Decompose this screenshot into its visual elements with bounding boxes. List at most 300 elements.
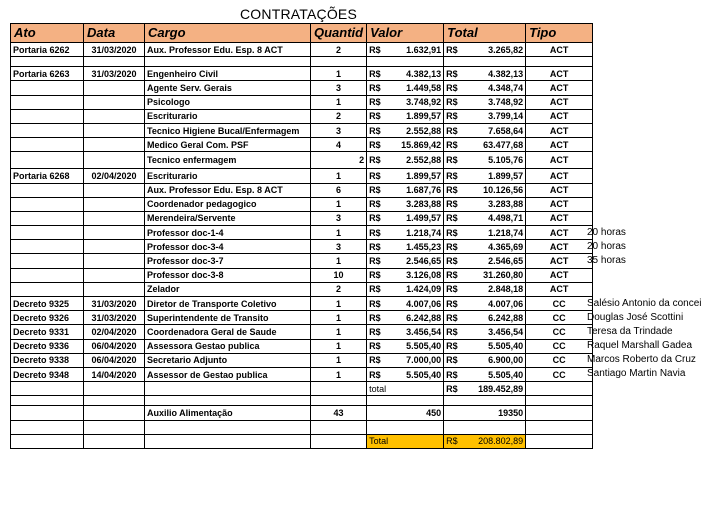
ato-cell: Decreto 9338	[11, 353, 84, 367]
data-cell	[84, 211, 145, 225]
data-cell	[84, 109, 145, 123]
table-row	[11, 240, 593, 254]
currency-symbol: R$	[369, 68, 381, 79]
valor-cell	[367, 297, 444, 311]
auxilio-total: 19350	[444, 406, 526, 420]
row-note: Marcos Roberto da Cruz	[587, 354, 696, 366]
quantidade-cell: 3	[311, 211, 367, 225]
data-cell: 06/04/2020	[84, 353, 145, 367]
amount: 7.000,00	[406, 355, 442, 366]
amount: 3.748,92	[488, 97, 524, 108]
ato-cell	[11, 254, 84, 268]
valor-cell	[367, 152, 444, 169]
total-cell	[444, 339, 526, 353]
tipo-cell: ACT	[526, 226, 593, 240]
table-row	[11, 367, 593, 381]
data-cell: 02/04/2020	[84, 325, 145, 339]
row-note: Raquel Marshall Gadea	[587, 340, 693, 352]
tipo-cell: CC	[526, 297, 593, 311]
table-row	[11, 123, 593, 137]
currency-symbol: R$	[369, 111, 381, 122]
data-cell	[84, 240, 145, 254]
cargo-cell: Diretor de Transporte Coletivo	[145, 297, 311, 311]
cargo-cell: Aux. Professor Edu. Esp. 8 ACT	[145, 183, 311, 197]
total-cell	[444, 109, 526, 123]
amount: 7.658,64	[488, 125, 524, 136]
currency-symbol: R$	[446, 270, 458, 281]
empty-cell	[84, 57, 145, 67]
total-cell	[444, 152, 526, 169]
quantidade-cell: 1	[311, 226, 367, 240]
ato-cell: Decreto 9336	[11, 339, 84, 353]
ato-cell	[11, 282, 84, 296]
data-cell	[84, 95, 145, 109]
empty-cell	[444, 420, 526, 434]
ato-cell	[11, 123, 84, 137]
currency-symbol: R$	[369, 139, 381, 150]
amount: 1.687,76	[406, 185, 442, 196]
data-cell	[84, 123, 145, 137]
table-row	[11, 339, 593, 353]
amount: 2.552,88	[406, 125, 442, 136]
empty-cell	[311, 382, 367, 396]
amount: 5.505,40	[406, 341, 442, 352]
amount: 2.552,88	[406, 155, 442, 166]
cargo-cell: Professor doc-3-7	[145, 254, 311, 268]
table-row	[11, 67, 593, 81]
quantidade-cell: 2	[311, 109, 367, 123]
table-row	[11, 211, 593, 225]
total-cell	[444, 43, 526, 57]
data-cell	[84, 152, 145, 169]
total-cell	[444, 226, 526, 240]
table-row	[11, 138, 593, 152]
cargo-cell: Medico Geral Com. PSF	[145, 138, 311, 152]
empty-cell	[367, 57, 444, 67]
data-cell: 02/04/2020	[84, 169, 145, 183]
cargo-cell: Aux. Professor Edu. Esp. 8 ACT	[145, 43, 311, 57]
data-cell	[84, 282, 145, 296]
grand-total-row	[11, 434, 593, 448]
amount: 2.546,65	[488, 256, 524, 267]
empty-cell	[11, 57, 84, 67]
ato-cell: Decreto 9348	[11, 367, 84, 381]
empty-cell	[526, 396, 593, 406]
amount: 10.126,56	[483, 185, 524, 196]
amount: 4.498,71	[488, 213, 524, 224]
currency-symbol: R$	[446, 298, 458, 309]
quantidade-cell: 1	[311, 367, 367, 381]
quantidade-cell: 1	[311, 197, 367, 211]
cargo-cell: Escriturario	[145, 109, 311, 123]
currency-symbol: R$	[446, 125, 458, 136]
tipo-cell: CC	[526, 325, 593, 339]
cargo-cell: Escriturario	[145, 169, 311, 183]
table-row	[11, 226, 593, 240]
amount: 6.242,88	[406, 312, 442, 323]
amount: 4.382,13	[406, 68, 442, 79]
currency-symbol: R$	[369, 270, 381, 281]
currency-symbol: R$	[446, 341, 458, 352]
grand-total-label: Total	[367, 434, 444, 448]
contratacoes-table	[10, 23, 593, 449]
table-row	[11, 183, 593, 197]
currency-symbol: R$	[446, 82, 458, 93]
amount: 15.869,42	[401, 139, 442, 150]
valor-cell	[367, 123, 444, 137]
quantidade-cell: 1	[311, 339, 367, 353]
amount: 189.452,89	[478, 383, 524, 394]
tipo-cell: ACT	[526, 81, 593, 95]
tipo-cell: CC	[526, 339, 593, 353]
ato-cell	[11, 211, 84, 225]
table-row	[11, 81, 593, 95]
tipo-cell: ACT	[526, 211, 593, 225]
amount: 2.848,18	[488, 284, 524, 295]
table-row	[11, 109, 593, 123]
amount: 5.105,76	[488, 155, 524, 166]
empty-cell	[311, 396, 367, 406]
valor-cell	[367, 67, 444, 81]
table-row	[11, 43, 593, 57]
blank-row	[11, 420, 593, 434]
subtotal-label: total	[367, 382, 444, 396]
currency-symbol: R$	[369, 97, 381, 108]
auxilio-row	[11, 406, 593, 420]
currency-symbol: R$	[446, 97, 458, 108]
valor-cell	[367, 197, 444, 211]
data-cell: 31/03/2020	[84, 43, 145, 57]
data-cell	[84, 268, 145, 282]
currency-symbol: R$	[369, 326, 381, 337]
total-cell	[444, 95, 526, 109]
total-cell	[444, 240, 526, 254]
empty-cell	[526, 57, 593, 67]
empty-cell	[311, 57, 367, 67]
currency-symbol: R$	[446, 436, 458, 447]
valor-cell	[367, 311, 444, 325]
currency-symbol: R$	[446, 284, 458, 295]
table-row	[11, 268, 593, 282]
quantidade-cell: 1	[311, 254, 367, 268]
auxilio-label: Auxilio Alimentação	[145, 406, 311, 420]
currency-symbol: R$	[446, 256, 458, 267]
cargo-cell: Secretario Adjunto	[145, 353, 311, 367]
amount: 4.365,69	[488, 241, 524, 252]
cargo-cell: Zelador	[145, 282, 311, 296]
currency-symbol: R$	[446, 68, 458, 79]
amount: 3.456,54	[488, 326, 524, 337]
ato-cell	[11, 138, 84, 152]
amount: 5.505,40	[406, 369, 442, 380]
amount: 63.477,68	[483, 139, 524, 150]
table-row	[11, 152, 593, 169]
quantidade-cell: 2	[311, 282, 367, 296]
tipo-cell: ACT	[526, 152, 593, 169]
table-row	[11, 282, 593, 296]
empty-cell	[145, 420, 311, 434]
empty-cell	[11, 434, 84, 448]
total-cell	[444, 169, 526, 183]
currency-symbol: R$	[369, 256, 381, 267]
empty-cell	[11, 406, 84, 420]
valor-cell	[367, 282, 444, 296]
amount: 1.218,74	[488, 227, 524, 238]
empty-cell	[84, 420, 145, 434]
total-cell	[444, 67, 526, 81]
tipo-cell: ACT	[526, 254, 593, 268]
quantidade-cell: 3	[311, 123, 367, 137]
empty-cell	[526, 420, 593, 434]
table-row	[11, 311, 593, 325]
empty-cell	[145, 57, 311, 67]
data-cell	[84, 81, 145, 95]
valor-cell	[367, 211, 444, 225]
header-row	[11, 24, 593, 43]
amount: 4.348,74	[488, 82, 524, 93]
total-cell	[444, 123, 526, 137]
quantidade-cell: 1	[311, 169, 367, 183]
valor-cell	[367, 43, 444, 57]
cargo-cell: Psicologo	[145, 95, 311, 109]
tipo-cell: ACT	[526, 169, 593, 183]
currency-symbol: R$	[446, 155, 458, 166]
amount: 3.265,82	[488, 44, 524, 55]
header-tipo: Tipo	[526, 24, 593, 43]
table-row	[11, 254, 593, 268]
empty-cell	[311, 420, 367, 434]
tipo-cell: ACT	[526, 197, 593, 211]
header-ato: Ato	[11, 24, 84, 43]
valor-cell	[367, 226, 444, 240]
currency-symbol: R$	[369, 170, 381, 181]
empty-cell	[11, 396, 84, 406]
data-cell: 31/03/2020	[84, 67, 145, 81]
valor-cell	[367, 268, 444, 282]
amount: 1.455,23	[406, 241, 442, 252]
ato-cell: Portaria 6262	[11, 43, 84, 57]
header-valor: Valor	[367, 24, 444, 43]
currency-symbol: R$	[446, 170, 458, 181]
amount: 1.899,57	[406, 111, 442, 122]
amount: 1.499,57	[406, 213, 442, 224]
amount: 3.283,88	[406, 199, 442, 210]
empty-cell	[84, 396, 145, 406]
valor-cell	[367, 109, 444, 123]
total-cell	[444, 268, 526, 282]
empty-cell	[526, 434, 593, 448]
table-row	[11, 353, 593, 367]
currency-symbol: R$	[369, 312, 381, 323]
quantidade-cell: 4	[311, 138, 367, 152]
currency-symbol: R$	[446, 383, 458, 394]
empty-cell	[526, 406, 593, 420]
currency-symbol: R$	[369, 355, 381, 366]
quantidade-cell: 6	[311, 183, 367, 197]
empty-cell	[11, 420, 84, 434]
currency-symbol: R$	[446, 227, 458, 238]
blank-row	[11, 57, 593, 67]
amount: 208.802,89	[478, 436, 524, 447]
tipo-cell: ACT	[526, 67, 593, 81]
tipo-cell: ACT	[526, 123, 593, 137]
quantidade-cell: 1	[311, 325, 367, 339]
empty-cell	[84, 382, 145, 396]
total-cell	[444, 353, 526, 367]
ato-cell	[11, 240, 84, 254]
currency-symbol: R$	[369, 341, 381, 352]
cargo-cell: Merendeira/Servente	[145, 211, 311, 225]
data-cell	[84, 183, 145, 197]
empty-cell	[526, 382, 593, 396]
quantidade-cell: 1	[311, 297, 367, 311]
currency-symbol: R$	[369, 82, 381, 93]
tipo-cell: ACT	[526, 240, 593, 254]
header-total: Total	[444, 24, 526, 43]
currency-symbol: R$	[369, 44, 381, 55]
cargo-cell: Coordenador pedagogico	[145, 197, 311, 211]
cargo-cell: Superintendente de Transito	[145, 311, 311, 325]
empty-cell	[145, 396, 311, 406]
data-cell	[84, 197, 145, 211]
quantidade-cell: 2	[311, 152, 367, 169]
data-cell: 14/04/2020	[84, 367, 145, 381]
amount: 1.424,09	[406, 284, 442, 295]
total-cell	[444, 197, 526, 211]
amount: 3.283,88	[488, 199, 524, 210]
header-data: Data	[84, 24, 145, 43]
auxilio-qtd: 43	[311, 406, 367, 420]
quantidade-cell: 1	[311, 95, 367, 109]
ato-cell	[11, 95, 84, 109]
amount: 6.900,00	[488, 355, 524, 366]
amount: 5.505,40	[488, 341, 524, 352]
currency-symbol: R$	[369, 213, 381, 224]
tipo-cell: ACT	[526, 43, 593, 57]
quantidade-cell: 1	[311, 67, 367, 81]
tipo-cell: ACT	[526, 95, 593, 109]
amount: 3.456,54	[406, 326, 442, 337]
cargo-cell: Professor doc-3-8	[145, 268, 311, 282]
valor-cell	[367, 325, 444, 339]
amount: 1.218,74	[406, 227, 442, 238]
empty-cell	[367, 396, 444, 406]
empty-cell	[84, 434, 145, 448]
empty-cell	[311, 434, 367, 448]
currency-symbol: R$	[446, 213, 458, 224]
amount: 3.126,08	[406, 270, 442, 281]
currency-symbol: R$	[369, 155, 381, 166]
row-note: 20 horas	[587, 226, 626, 238]
cargo-cell: Engenheiro Civil	[145, 67, 311, 81]
amount: 2.546,65	[406, 256, 442, 267]
valor-cell	[367, 169, 444, 183]
valor-cell	[367, 95, 444, 109]
data-cell	[84, 138, 145, 152]
empty-cell	[444, 57, 526, 67]
cargo-cell: Agente Serv. Gerais	[145, 81, 311, 95]
currency-symbol: R$	[369, 125, 381, 136]
cargo-cell: Assessora Gestao publica	[145, 339, 311, 353]
empty-cell	[84, 406, 145, 420]
ato-cell: Decreto 9325	[11, 297, 84, 311]
amount: 3.748,92	[406, 97, 442, 108]
amount: 1.632,91	[406, 44, 442, 55]
quantidade-cell: 3	[311, 240, 367, 254]
valor-cell	[367, 367, 444, 381]
currency-symbol: R$	[369, 284, 381, 295]
tipo-cell: ACT	[526, 109, 593, 123]
currency-symbol: R$	[369, 298, 381, 309]
table-row	[11, 169, 593, 183]
total-cell	[444, 297, 526, 311]
empty-cell	[444, 396, 526, 406]
ato-cell	[11, 197, 84, 211]
ato-cell	[11, 183, 84, 197]
total-cell	[444, 282, 526, 296]
data-cell: 31/03/2020	[84, 297, 145, 311]
amount: 4.007,06	[488, 298, 524, 309]
data-cell: 06/04/2020	[84, 339, 145, 353]
currency-symbol: R$	[446, 241, 458, 252]
valor-cell	[367, 240, 444, 254]
data-cell	[84, 226, 145, 240]
ato-cell	[11, 152, 84, 169]
ato-cell: Portaria 6268	[11, 169, 84, 183]
valor-cell	[367, 339, 444, 353]
cargo-cell: Professor doc-1-4	[145, 226, 311, 240]
tipo-cell: CC	[526, 311, 593, 325]
tipo-cell: ACT	[526, 138, 593, 152]
empty-cell	[145, 382, 311, 396]
ato-cell: Decreto 9331	[11, 325, 84, 339]
currency-symbol: R$	[446, 326, 458, 337]
row-note: Teresa da Trindade	[587, 325, 673, 337]
currency-symbol: R$	[446, 185, 458, 196]
ato-cell: Decreto 9326	[11, 311, 84, 325]
currency-symbol: R$	[446, 44, 458, 55]
valor-cell	[367, 138, 444, 152]
total-cell	[444, 254, 526, 268]
cargo-cell: Tecnico Higiene Bucal/Enfermagem	[145, 123, 311, 137]
auxilio-valor: 450	[367, 406, 444, 420]
currency-symbol: R$	[446, 369, 458, 380]
amount: 4.382,13	[488, 68, 524, 79]
row-note: 20 horas	[587, 240, 626, 252]
currency-symbol: R$	[369, 185, 381, 196]
currency-symbol: R$	[446, 355, 458, 366]
empty-cell	[145, 434, 311, 448]
grand-total-value	[444, 434, 526, 448]
tipo-cell: ACT	[526, 183, 593, 197]
ato-cell	[11, 226, 84, 240]
valor-cell	[367, 353, 444, 367]
cargo-cell: Coordenadora Geral de Saude	[145, 325, 311, 339]
row-note: Santiago Martin Navia	[587, 368, 686, 380]
currency-symbol: R$	[446, 139, 458, 150]
currency-symbol: R$	[446, 111, 458, 122]
cargo-cell: Assessor de Gestao publica	[145, 367, 311, 381]
amount: 5.505,40	[488, 369, 524, 380]
tipo-cell: ACT	[526, 268, 593, 282]
currency-symbol: R$	[369, 241, 381, 252]
tipo-cell: CC	[526, 353, 593, 367]
currency-symbol: R$	[369, 199, 381, 210]
row-note: 35 horas	[587, 254, 626, 266]
total-cell	[444, 138, 526, 152]
data-cell: 31/03/2020	[84, 311, 145, 325]
ato-cell: Portaria 6263	[11, 67, 84, 81]
